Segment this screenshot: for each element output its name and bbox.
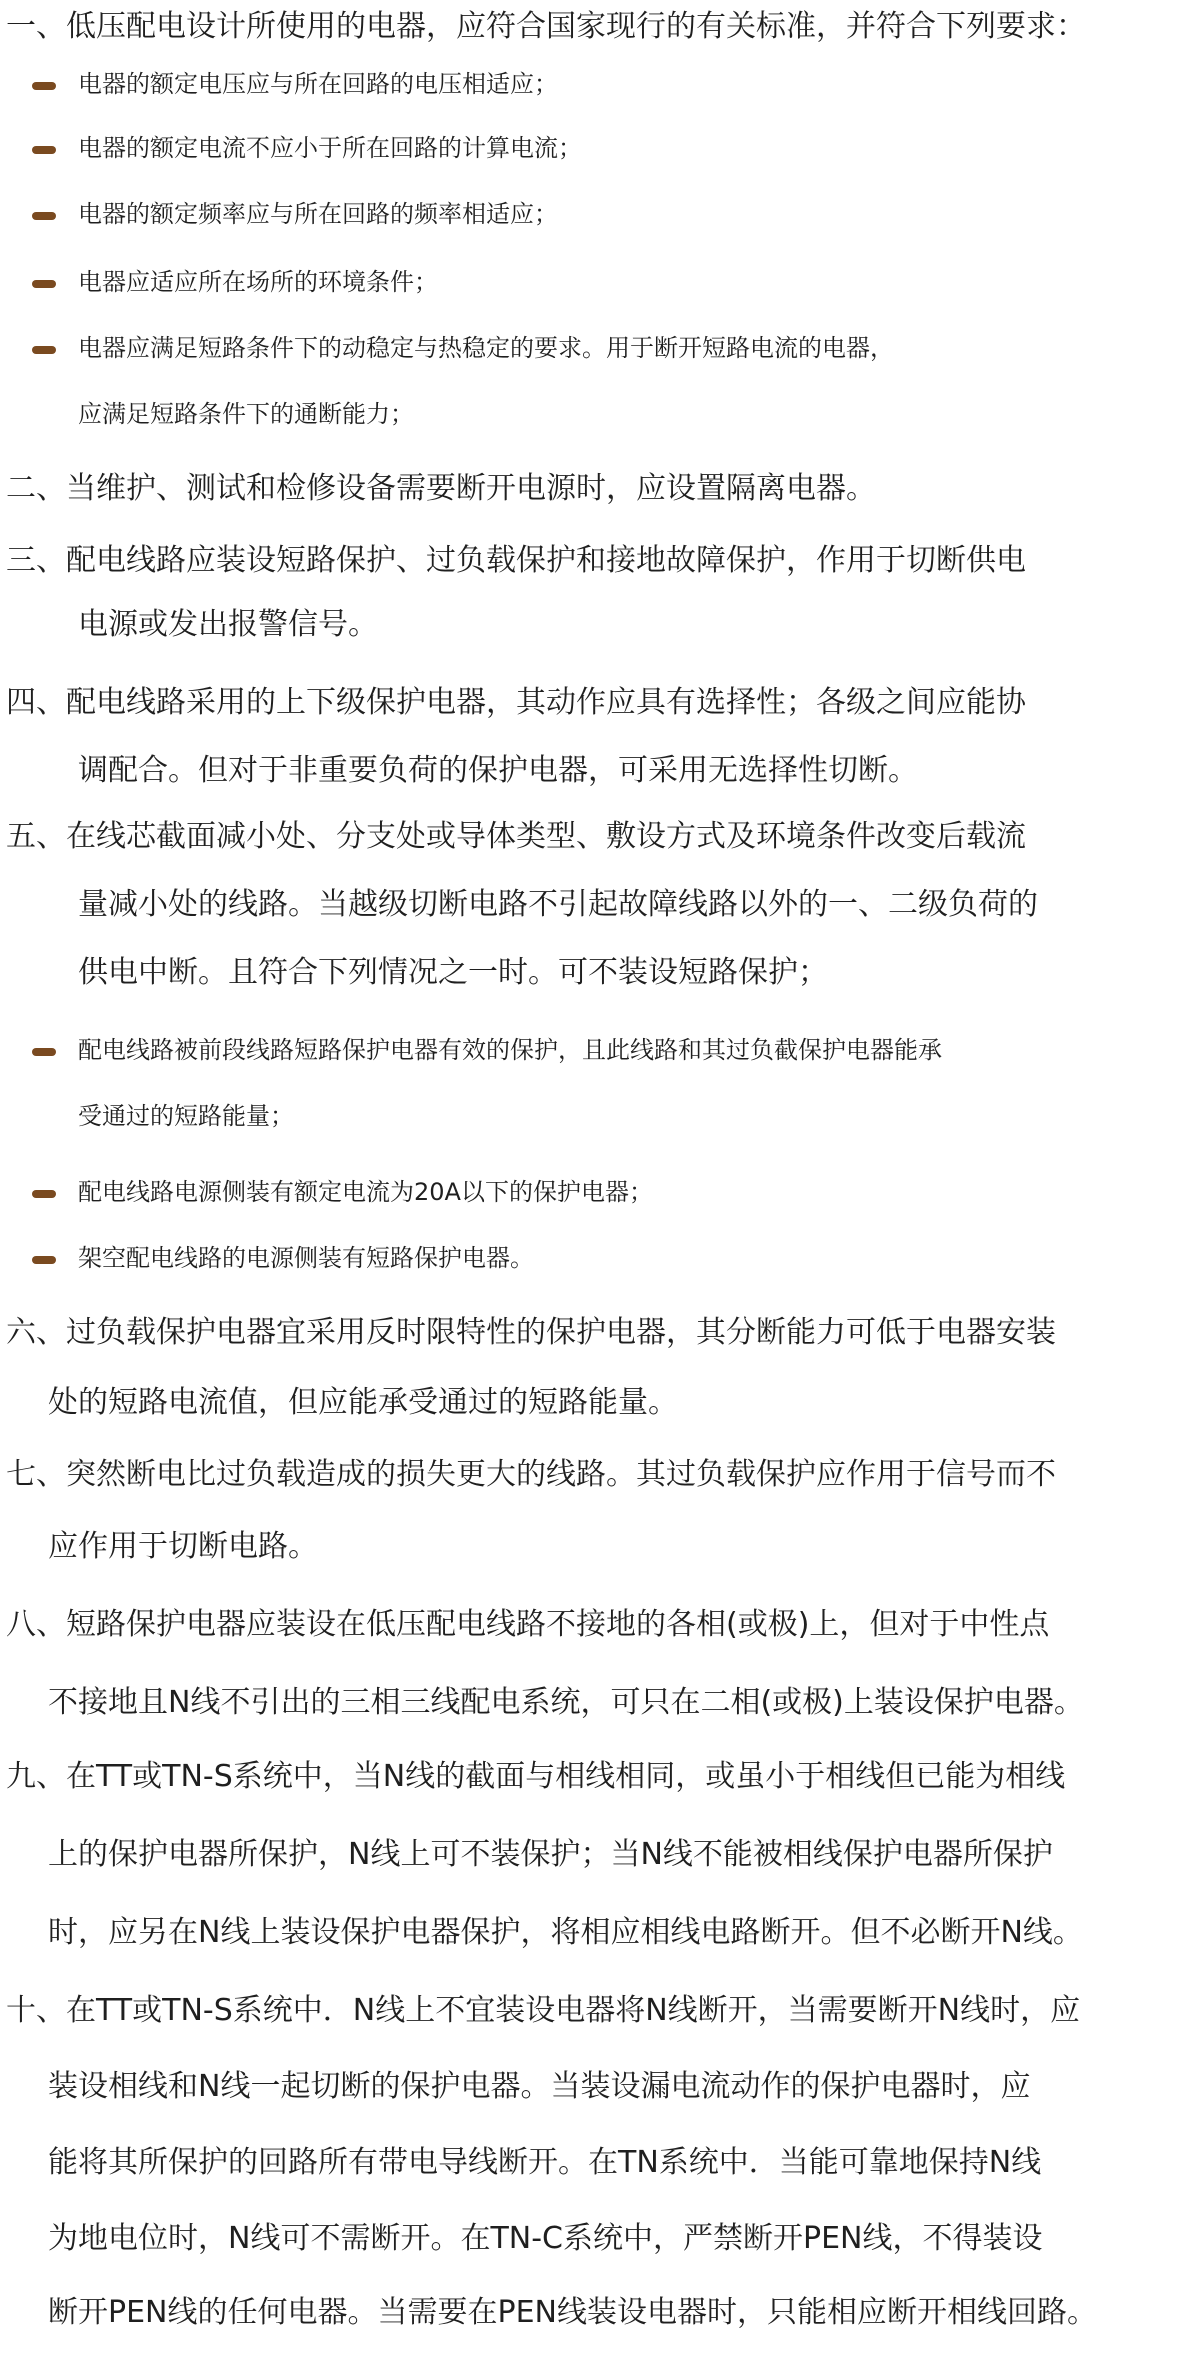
section-9-line-3: 时，应另在N线上装设保护电器保护，将相应相线电路断开。但不必断开N线。 (48, 1915, 1083, 1950)
section-10-line-4: 为地电位时，N线可不需断开。在TN-C系统中，严禁断开PEN线，不得装设 (48, 2221, 1043, 2256)
bullet-icon (32, 212, 56, 220)
section-1-item-3: 电器的额定频率应与所在回路的频率相适应； (78, 200, 558, 228)
section-4-line-2: 调配合。但对于非重要负荷的保护电器，可采用无选择性切断。 (78, 753, 918, 788)
section-9-line-2: 上的保护电器所保护，N线上可不装保护；当N线不能被相线保护电器所保护 (48, 1837, 1053, 1872)
section-10-line-1: 十、在TT或TN-S系统中．N线上不宜装设电器将N线断开，当需要断开N线时，应 (6, 1993, 1081, 2028)
bullet-icon (32, 346, 56, 354)
bullet-icon (32, 280, 56, 288)
section-10-line-2: 装设相线和N线一起切断的保护电器。当装设漏电流动作的保护电器时，应 (48, 2069, 1031, 2104)
section-10-line-3: 能将其所保护的回路所有带电导线断开。在TN系统中．当能可靠地保持N线 (48, 2145, 1042, 2180)
section-5-item-1-line-2: 受通过的短路能量； (78, 1102, 294, 1130)
section-5-line-2: 量减小处的线路。当越级切断电路不引起故障线路以外的一、二级负荷的 (78, 887, 1038, 922)
section-4-line-1: 四、配电线路采用的上下级保护电器，其动作应具有选择性；各级之间应能协 (6, 685, 1026, 720)
section-1-item-5-line-2: 应满足短路条件下的通断能力； (78, 400, 414, 428)
section-3-line-1: 三、配电线路应装设短路保护、过负载保护和接地故障保护，作用于切断供电 (6, 543, 1026, 578)
section-8-line-1: 八、短路保护电器应装设在低压配电线路不接地的各相(或极)上，但对于中性点 (6, 1607, 1050, 1642)
section-1-item-2: 电器的额定电流不应小于所在回路的计算电流； (78, 134, 582, 162)
section-6-line-2: 处的短路电流值，但应能承受通过的短路能量。 (48, 1385, 678, 1420)
section-3-line-2: 电源或发出报警信号。 (78, 607, 378, 642)
section-5-item-3: 架空配电线路的电源侧装有短路保护电器。 (78, 1244, 534, 1272)
bullet-icon (32, 1190, 56, 1198)
section-7-line-1: 七、突然断电比过负载造成的损失更大的线路。其过负载保护应作用于信号而不 (6, 1457, 1056, 1492)
section-1-item-1: 电器的额定电压应与所在回路的电压相适应； (78, 70, 558, 98)
section-5-line-3: 供电中断。且符合下列情况之一时。可不装设短路保护； (78, 955, 828, 990)
section-7-line-2: 应作用于切断电路。 (48, 1529, 318, 1564)
section-2-line-1: 二、当维护、测试和检修设备需要断开电源时，应设置隔离电器。 (6, 471, 876, 506)
bullet-icon (32, 82, 56, 90)
bullet-icon (32, 146, 56, 154)
section-1-item-5-line-1: 电器应满足短路条件下的动稳定与热稳定的要求。用于断开短路电流的电器， (78, 334, 894, 362)
section-5-line-1: 五、在线芯截面减小处、分支处或导体类型、敷设方式及环境条件改变后载流 (6, 819, 1026, 854)
section-5-item-2: 配电线路电源侧装有额定电流为20A以下的保护电器； (78, 1178, 653, 1206)
section-1-line-1: 一、低压配电设计所使用的电器，应符合国家现行的有关标准，并符合下列要求： (6, 9, 1086, 44)
section-6-line-1: 六、过负载保护电器宜采用反时限特性的保护电器，其分断能力可低于电器安装 (6, 1315, 1056, 1350)
section-5-item-1-line-1: 配电线路被前段线路短路保护电器有效的保护，且此线路和其过负截保护电器能承 (78, 1036, 942, 1064)
section-9-line-1: 九、在TT或TN-S系统中，当N线的截面与相线相同，或虽小于相线但已能为相线 (6, 1759, 1066, 1794)
bullet-icon (32, 1256, 56, 1264)
section-8-line-2: 不接地且N线不引出的三相三线配电系统，可只在二相(或极)上装设保护电器。 (48, 1685, 1084, 1720)
bullet-icon (32, 1048, 56, 1056)
section-1-item-4: 电器应适应所在场所的环境条件； (78, 268, 438, 296)
section-10-line-5: 断开PEN线的任何电器。当需要在PEN线装设电器时，只能相应断开相线回路。 (48, 2295, 1097, 2330)
